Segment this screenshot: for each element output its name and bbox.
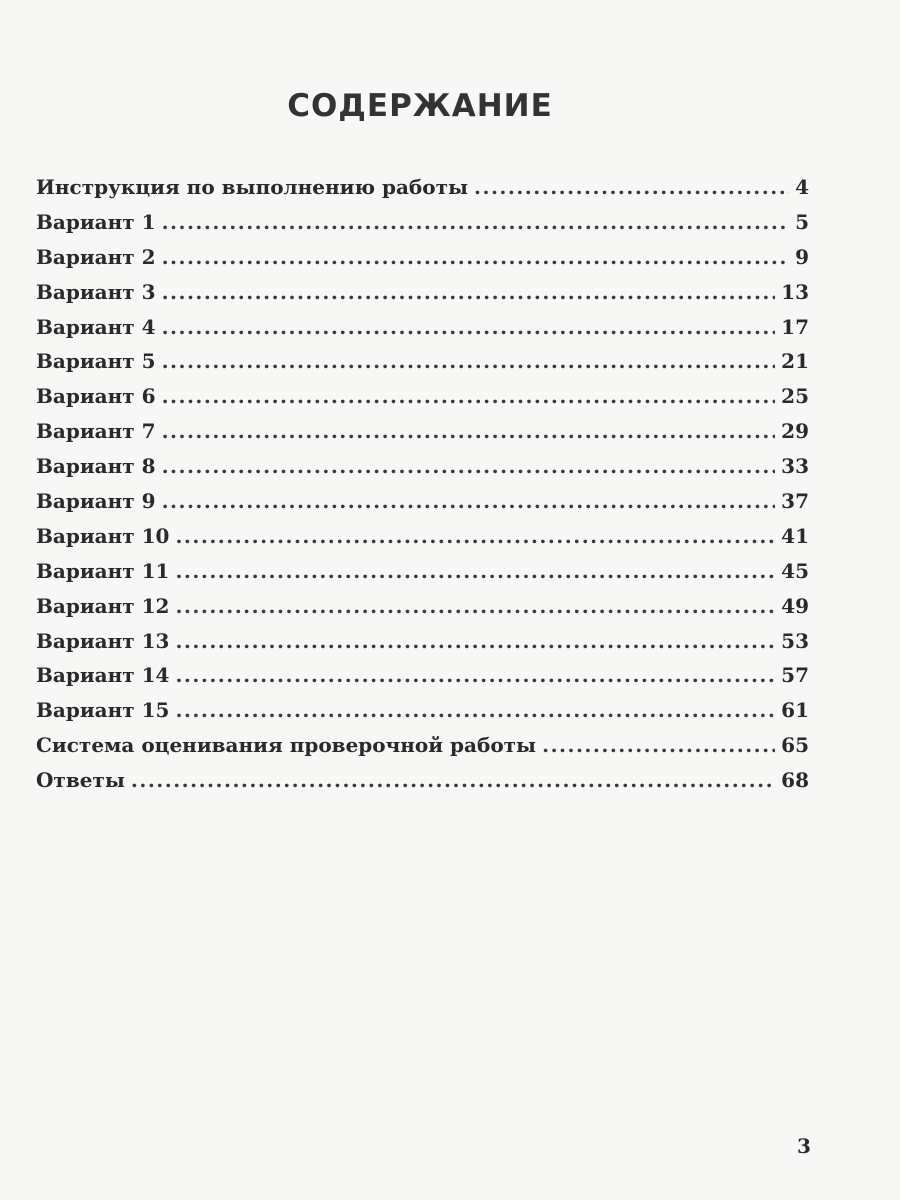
dot-leader <box>131 768 775 792</box>
toc-entry-page: 13 <box>781 279 809 304</box>
dot-leader <box>175 629 775 653</box>
toc-entry-page: 37 <box>781 489 809 514</box>
toc-entry-label: Вариант 1 <box>36 209 156 234</box>
dot-leader <box>175 594 775 618</box>
toc-entry-label: Вариант 5 <box>36 349 156 374</box>
dot-leader <box>474 175 789 199</box>
toc-entry-page: 33 <box>781 454 809 479</box>
toc-entry <box>36 663 809 698</box>
toc-entry-label: Инструкция по выполнению работы <box>36 175 469 199</box>
toc-entry-label: Вариант 10 <box>36 523 170 548</box>
page-number: 3 <box>797 1134 811 1158</box>
toc-entry <box>36 315 809 350</box>
toc-entry-label: Вариант 2 <box>36 244 156 269</box>
toc-entry-label: Вариант 3 <box>36 279 156 304</box>
table-of-contents <box>36 175 809 803</box>
dot-leader <box>175 559 775 583</box>
toc-entry <box>36 245 809 280</box>
toc-entry-label: Вариант 14 <box>36 663 170 688</box>
dot-leader <box>162 384 776 408</box>
toc-entry-page: 17 <box>781 314 809 339</box>
toc-entry <box>36 175 809 210</box>
toc-entry-label: Вариант 8 <box>36 454 156 479</box>
toc-entry-page: 45 <box>781 558 809 583</box>
dot-leader <box>175 698 775 722</box>
dot-leader <box>542 733 775 757</box>
toc-entry-page: 53 <box>781 628 809 653</box>
toc-entry <box>36 280 809 315</box>
toc-entry <box>36 559 809 594</box>
toc-entry-label: Вариант 11 <box>36 558 170 583</box>
toc-entry-page: 25 <box>781 384 809 409</box>
toc-entry-page: 4 <box>795 175 809 199</box>
dot-leader <box>175 663 775 687</box>
toc-entry <box>36 524 809 559</box>
toc-entry-page: 41 <box>781 523 809 548</box>
toc-entry-label: Вариант 9 <box>36 489 156 514</box>
toc-entry-page: 68 <box>781 768 809 793</box>
dot-leader <box>162 315 776 339</box>
toc-entry <box>36 768 809 803</box>
toc-entry <box>36 698 809 733</box>
dot-leader <box>162 419 776 443</box>
dot-leader <box>162 489 776 513</box>
toc-entry-page: 5 <box>795 209 809 234</box>
toc-entry-page: 49 <box>781 593 809 618</box>
dot-leader <box>175 524 775 548</box>
toc-entry-page: 57 <box>781 663 809 688</box>
toc-entry <box>36 349 809 384</box>
toc-entry-label: Вариант 15 <box>36 698 170 723</box>
toc-entry-page: 9 <box>795 244 809 269</box>
toc-entry <box>36 594 809 629</box>
toc-entry <box>36 454 809 489</box>
toc-entry-label: Вариант 6 <box>36 384 156 409</box>
toc-entry-label: Вариант 7 <box>36 419 156 444</box>
toc-entry-label: Вариант 13 <box>36 628 170 653</box>
dot-leader <box>162 245 790 269</box>
toc-entry <box>36 384 809 419</box>
toc-entry-page: 29 <box>781 419 809 444</box>
toc-entry <box>36 210 809 245</box>
toc-entry <box>36 419 809 454</box>
toc-entry-page: 21 <box>781 349 809 374</box>
page-title: СОДЕРЖАНИЕ <box>287 88 553 124</box>
toc-entry <box>36 629 809 664</box>
dot-leader <box>162 210 790 234</box>
toc-entry-page: 61 <box>781 698 809 723</box>
toc-entry-page: 65 <box>781 733 809 758</box>
toc-entry-label: Система оценивания проверочной работы <box>36 733 537 758</box>
toc-entry-label: Вариант 4 <box>36 314 156 339</box>
toc-entry <box>36 489 809 524</box>
toc-entry-label: Ответы <box>36 768 125 793</box>
toc-entry-label: Вариант 12 <box>36 593 170 618</box>
dot-leader <box>162 454 776 478</box>
dot-leader <box>162 280 776 304</box>
dot-leader <box>162 349 776 373</box>
toc-entry <box>36 733 809 768</box>
